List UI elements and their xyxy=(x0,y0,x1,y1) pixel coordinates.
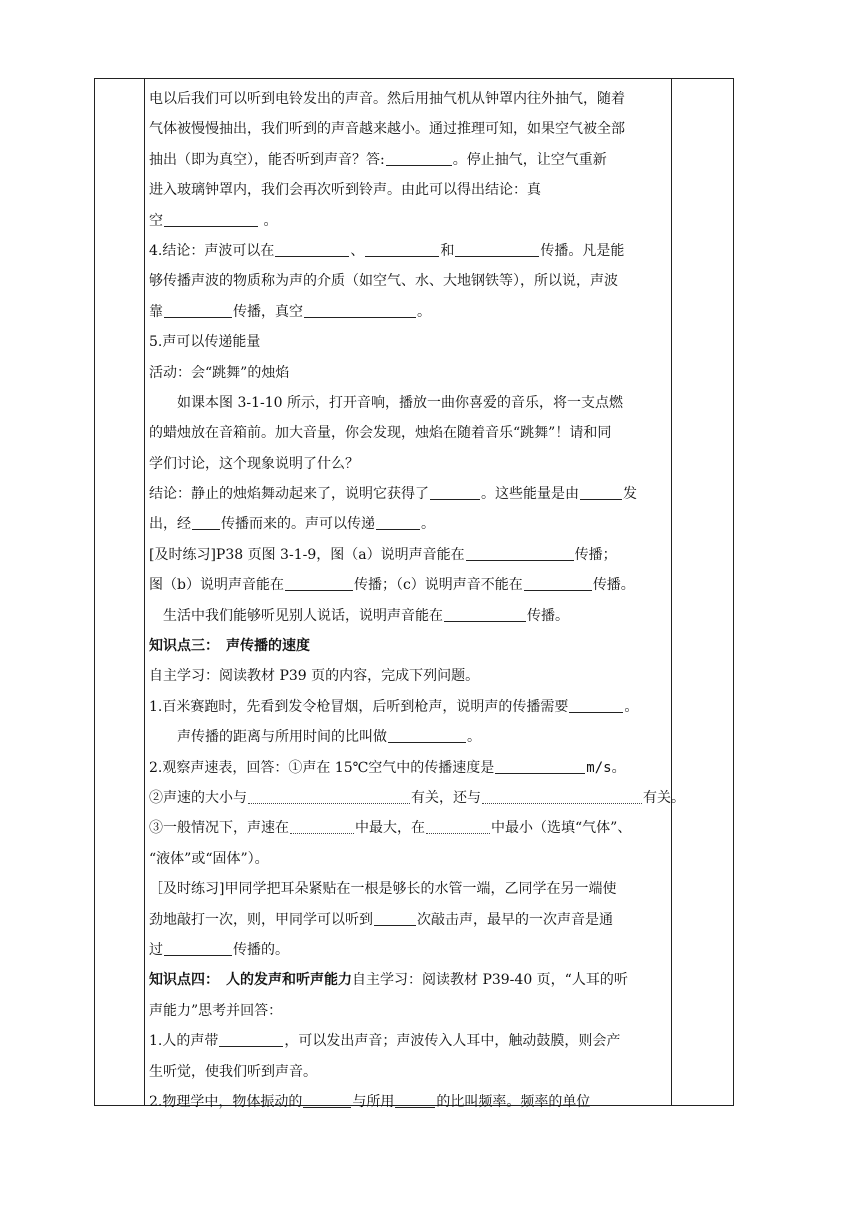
text-line: 生活中我们能够听见别人说话，说明声音能在 传播。 xyxy=(149,601,669,631)
text-line: 自主学习：阅读教材 P39 页的内容，完成下列问题。 xyxy=(149,668,480,685)
text-line: 劲地敲打一次，则，甲同学可以听到 次敲击声，最早的一次声音是通 xyxy=(149,905,669,935)
text-line: “液体”或“固体”）。 xyxy=(149,850,269,867)
answer-blank[interactable] xyxy=(365,240,439,257)
answer-blank[interactable] xyxy=(303,1091,351,1108)
text-line: ②声速的大小与 有关，还与 有关。 xyxy=(149,783,669,813)
text-line: 5.声可以传递能量 xyxy=(149,334,261,351)
text-line: 的蜡烛放在音箱前。加大音量，你会发现，烛焰在随着音乐“跳舞”！请和同 xyxy=(149,425,612,442)
section-heading: 知识点四： 人的发声和听声能力 xyxy=(149,972,352,989)
answer-blank[interactable] xyxy=(395,1091,435,1108)
answer-blank[interactable] xyxy=(376,513,420,530)
worksheet-content xyxy=(149,84,685,1117)
text-line: 电以后我们可以听到电铃发出的声音。然后用抽气机从钟罩内往外抽气，随着 xyxy=(149,91,625,107)
answer-blank[interactable] xyxy=(304,301,416,318)
text-line: 出，经 传播而来的。声可以传递 。 xyxy=(149,509,669,539)
answer-blank[interactable] xyxy=(164,210,258,227)
answer-blank[interactable] xyxy=(466,544,574,561)
text-line: [及时练习]P38 页图 3-1-9，图（a）说明声音能在 传播； xyxy=(149,540,669,570)
answer-blank[interactable] xyxy=(482,787,642,804)
text-line: 气体被慢慢抽出，我们听到的声音越来越小。通过推理可知，如果空气被全部 xyxy=(149,121,625,138)
column-divider-right xyxy=(671,79,672,1105)
answer-blank[interactable] xyxy=(164,301,232,318)
text-line: ③一般情况下，声速在 中最大，在 中最小（选填“气体”、 xyxy=(149,813,669,843)
text-line: 活动：会“跳舞”的烛焰 xyxy=(149,364,290,381)
answer-blank[interactable] xyxy=(426,817,490,834)
answer-blank[interactable] xyxy=(455,240,539,257)
text-line: 2.观察声速表，回答：①声在 15℃空气中的传播速度是 m/s。 xyxy=(149,753,669,783)
text-line: 生听觉，使我们听到声音。 xyxy=(149,1063,317,1080)
answer-blank[interactable] xyxy=(444,605,526,622)
text-line: 1.百米赛跑时，先看到发令枪冒烟，后听到枪声，说明声的传播需要 。 xyxy=(149,692,669,722)
text-line: 4.结论：声波可以在 、 和 传播。凡是能 xyxy=(149,236,669,266)
text-line: 靠 传播，真空 。 xyxy=(149,297,669,327)
text-line: 进入玻璃钟罩内，我们会再次听到铃声。由此可以得出结论：真 xyxy=(149,182,541,199)
answer-blank[interactable] xyxy=(524,574,592,591)
text-line: 抽出（即为真空），能否听到声音？答: 。停止抽气，让空气重新 xyxy=(149,145,669,175)
text-line: 过 传播的。 xyxy=(149,935,669,965)
text-line: 1.人的声带 ，可以发出声音；声波传入人耳中，触动鼓膜，则会产 xyxy=(149,1026,669,1056)
text-line: 知识点四： 人的发声和听声能力自主学习：阅读教材 P39-40 页，“人耳的听 xyxy=(149,972,628,989)
text-line: 够传播声波的物质称为声的介质（如空气、水、大地钢铁等），所以说，声波 xyxy=(149,273,618,290)
answer-blank[interactable] xyxy=(386,149,452,166)
answer-blank[interactable] xyxy=(290,817,354,834)
answer-blank[interactable] xyxy=(580,483,622,500)
answer-blank[interactable] xyxy=(374,909,416,926)
text-line: 如课本图 3-1-10 所示，打开音响，播放一曲你喜爱的音乐，将一支点燃 xyxy=(177,394,623,411)
text-line: 声传播的距离与所用时间的比叫做 。 xyxy=(149,722,669,752)
text-line: 空 。 xyxy=(149,206,669,236)
answer-blank[interactable] xyxy=(275,240,349,257)
answer-blank[interactable] xyxy=(219,1030,283,1047)
section-heading: 知识点三： 声传播的速度 xyxy=(149,638,310,655)
answer-blank[interactable] xyxy=(285,574,353,591)
text-line: ［及时练习]甲同学把耳朵紧贴在一根是够长的水管一端，乙同学在另一端使 xyxy=(149,881,617,898)
answer-blank[interactable] xyxy=(192,513,220,530)
answer-blank[interactable] xyxy=(164,939,232,956)
text-line: 声能力”思考并回答： xyxy=(149,1002,283,1019)
answer-blank[interactable] xyxy=(430,483,480,500)
answer-blank[interactable] xyxy=(569,696,623,713)
text-line: 2.物理学中，物体振动的 与所用 的比叫频率。频率的单位 xyxy=(149,1087,669,1117)
answer-blank[interactable] xyxy=(495,757,585,774)
answer-blank[interactable] xyxy=(248,787,410,804)
answer-blank[interactable] xyxy=(388,726,466,743)
text-line: 结论：静止的烛焰舞动起来了，说明它获得了 。这些能量是由 发 xyxy=(149,479,669,509)
text-line: 图（b）说明声音能在 传播；（c）说明声音不能在 传播。 xyxy=(149,570,669,600)
text-line: 学们讨论，这个现象说明了什么？ xyxy=(149,455,359,472)
column-divider-left xyxy=(144,79,145,1105)
